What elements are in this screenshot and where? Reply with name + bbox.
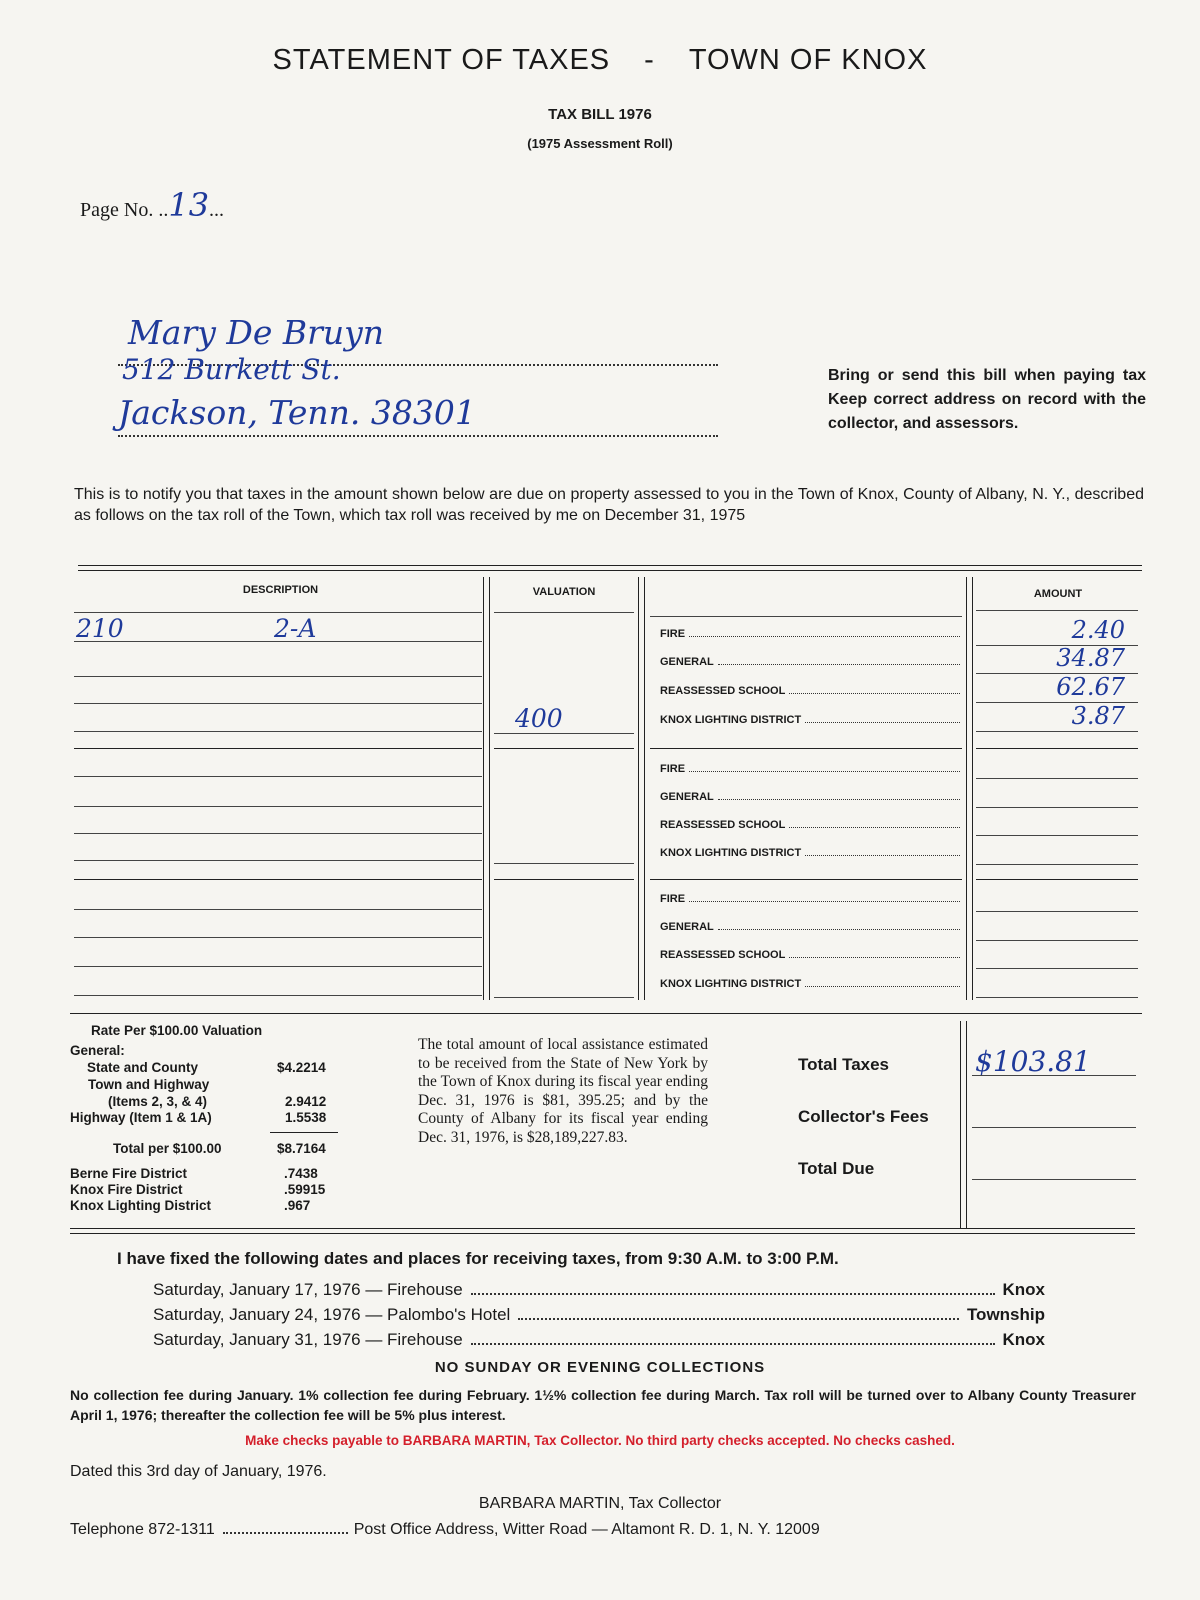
tax-label-general: GENERAL: [660, 656, 962, 668]
desc-line: [74, 833, 482, 834]
desc-line: [74, 703, 482, 704]
page-number-label: Page No. ..: [80, 199, 169, 221]
tax-label-lighting: KNOX LIGHTING DISTRICT: [660, 714, 962, 726]
rate-knox-fire: Knox Fire District: [70, 1182, 183, 1197]
tax-label-general: GENERAL: [660, 791, 962, 803]
amount-group-rule: [976, 748, 1138, 749]
amount-line: [976, 940, 1138, 941]
amount-line: [976, 807, 1138, 808]
valuation-group-rule: [494, 879, 634, 880]
collection-fee-paragraph: No collection fee during January. 1% collection fee during February. 1½% collection fee during March. Tax roll will be turned over to Albany County Treasurer April 1, 1976; thereafter the collection fee will be 5% plus interest.: [70, 1387, 1136, 1423]
table-top-rule-1: [78, 565, 1142, 566]
desc-line: [74, 995, 482, 996]
rate-berne: Berne Fire District: [70, 1166, 188, 1181]
document-title: [0, 44, 1200, 77]
totals-divider-b: [966, 1021, 967, 1228]
schedule-row: Saturday, January 24, 1976 — Palombo's Hotel Township: [153, 1305, 1045, 1324]
rate-knox-fire-value: .59915: [284, 1182, 326, 1197]
total-due-line: [972, 1179, 1136, 1180]
checks-notice: Make checks payable to BARBARA MARTIN, Tax Collector. No third party checks accepted. No checks cashed.: [245, 1433, 955, 1448]
valuation-line: [494, 863, 634, 864]
address-line-3: [118, 435, 718, 437]
header-amount: AMOUNT: [1033, 588, 1083, 600]
amount-line: [976, 731, 1138, 732]
desc-line: [74, 966, 482, 967]
col-divider-2a: [638, 577, 639, 1000]
amount-lighting: 3.87: [1071, 702, 1125, 730]
assessment-roll: (1975 Assessment Roll): [527, 136, 673, 151]
rate-knox-light: Knox Lighting District: [70, 1198, 211, 1213]
footer-contact: [70, 1521, 990, 1539]
totals-bottom-rule-2: [70, 1233, 1135, 1234]
post-office-address: Post Office Address, Witter Road — Altamont R. D. 1, N. Y. 12009: [353, 1521, 820, 1538]
totals-bottom-rule-1: [70, 1228, 1135, 1229]
title-dash: -: [644, 44, 655, 76]
desc-line: [74, 731, 482, 732]
tax-group-rule: [650, 879, 962, 880]
amount-fire: 2.40: [1071, 616, 1125, 644]
rate-berne-value: .7438: [284, 1166, 318, 1181]
table-top-rule-2: [78, 570, 1142, 571]
rate-sum-rule: [270, 1132, 338, 1133]
collectors-fees-label: Collector's Fees: [798, 1107, 929, 1126]
tax-label-lighting: KNOX LIGHTING DISTRICT: [660, 847, 962, 859]
amount-line: [976, 610, 1138, 611]
page-number: [80, 186, 224, 224]
amount-line: [976, 968, 1138, 969]
col-divider-2b: [644, 577, 645, 1000]
rate-general: General:: [70, 1043, 125, 1058]
tax-label-general: GENERAL: [660, 921, 962, 933]
description-class: 2-A: [274, 614, 317, 643]
rate-knox-light-value: .967: [284, 1198, 311, 1213]
amount-line: [976, 864, 1138, 865]
tax-bill-year: TAX BILL 1976: [548, 106, 652, 123]
tax-label-school: REASSESSED SCHOOL: [660, 949, 962, 961]
tax-label-school: REASSESSED SCHOOL: [660, 685, 962, 697]
header-valuation: VALUATION: [532, 586, 596, 598]
no-sunday-notice: NO SUNDAY OR EVENING COLLECTIONS: [434, 1359, 766, 1376]
address-city: Jackson, Tenn. 38301: [118, 393, 476, 432]
rate-items: (Items 2, 3, & 4): [108, 1094, 208, 1109]
total-due-label: Total Due: [798, 1159, 875, 1178]
schedule-row: Saturday, January 17, 1976 — Firehouse Knox: [153, 1280, 1045, 1299]
valuation-line: [494, 997, 634, 998]
totals-divider-a: [960, 1021, 961, 1228]
col-divider-3a: [966, 577, 967, 1000]
tax-label-fire: FIRE: [660, 763, 962, 775]
tax-label-school: REASSESSED SCHOOL: [660, 819, 962, 831]
valuation-value: 400: [515, 704, 563, 733]
amount-line: [976, 778, 1138, 779]
payment-notice: Bring or send this bill when paying tax Keep correct address on record with the collector, and assessors.: [828, 367, 1146, 432]
amount-school: 62.67: [1056, 673, 1125, 701]
rate-town-highway: Town and Highway: [88, 1077, 210, 1092]
rate-highway-value: 1.5538: [285, 1110, 327, 1125]
address-street: 512 Burkett St.: [122, 353, 341, 386]
desc-line: [74, 612, 482, 613]
table-bottom-rule: [70, 1013, 1142, 1014]
desc-line: [74, 776, 482, 777]
total-taxes-line: [972, 1075, 1136, 1076]
valuation-line: [494, 612, 634, 613]
rate-total-label: Total per $100.00: [113, 1141, 222, 1156]
valuation-group-rule: [494, 748, 634, 749]
tax-group-rule: [650, 748, 962, 749]
schedule-row: Saturday, January 31, 1976 — Firehouse Knox: [153, 1330, 1045, 1349]
collector-name: BARBARA MARTIN, Tax Collector: [478, 1495, 722, 1512]
rate-state-county-value: $4.2214: [277, 1060, 326, 1075]
address-name: Mary De Bruyn: [128, 313, 385, 352]
telephone: Telephone 872-1311: [70, 1521, 215, 1538]
amount-line: [976, 997, 1138, 998]
rate-total-value: $8.7164: [277, 1141, 326, 1156]
page-number-value: 13: [168, 186, 210, 224]
desc-line: [74, 806, 482, 807]
tax-label-fire: FIRE: [660, 893, 962, 905]
desc-line: [74, 860, 482, 861]
col-divider-1a: [483, 577, 484, 1000]
col-divider-1b: [489, 577, 490, 1000]
valuation-line: [494, 733, 634, 734]
intro-paragraph: This is to notify you that taxes in the amount shown below are due on property assessed to you in the Town of Knox, County of Albany, N. Y., described as follows on the tax roll of the Town, which tax roll was received by me on December 31, 1975: [74, 486, 1144, 524]
schedule-heading: I have fixed the following dates and places for receiving taxes, from 9:30 A.M. to 3:00 P.M.: [117, 1249, 839, 1268]
rate-highway: Highway (Item 1 & 1A): [70, 1110, 212, 1125]
total-taxes-value: $103.81: [975, 1045, 1091, 1078]
amount-line: [976, 835, 1138, 836]
title-right: TOWN OF KNOX: [688, 44, 928, 76]
tax-label-lighting: KNOX LIGHTING DISTRICT: [660, 978, 962, 990]
assistance-paragraph: The total amount of local assistance estimated to be received from the State of New York by the Town of Knox during its fiscal year ending Dec. 31, 1976 is $81, 395.25; and by the County of Albany for its fiscal year ending Dec. 31, 1976, is $28,189,227.83.: [418, 1036, 708, 1146]
tax-top-line: [650, 616, 962, 617]
amount-group-rule: [976, 879, 1138, 880]
header-description: DESCRIPTION: [242, 584, 319, 596]
rate-heading: Rate Per $100.00 Valuation: [91, 1023, 263, 1038]
dated-line: Dated this 3rd day of January, 1976.: [70, 1463, 327, 1480]
total-taxes-label: Total Taxes: [798, 1055, 890, 1074]
desc-group-rule: [74, 748, 482, 749]
desc-line: [74, 937, 482, 938]
title-left: STATEMENT OF TAXES: [272, 44, 611, 76]
amount-general: 34.87: [1056, 644, 1125, 672]
description-code: 210: [76, 614, 124, 643]
rate-state-county: State and County: [87, 1060, 199, 1075]
desc-line: [74, 676, 482, 677]
collectors-fees-line: [972, 1127, 1136, 1128]
tax-label-fire: FIRE: [660, 628, 962, 640]
page-number-trail: ...: [209, 199, 225, 221]
amount-line: [976, 911, 1138, 912]
rate-items-value: 2.9412: [285, 1094, 327, 1109]
col-divider-3b: [972, 577, 973, 1000]
desc-line: [74, 909, 482, 910]
desc-group-rule: [74, 879, 482, 880]
